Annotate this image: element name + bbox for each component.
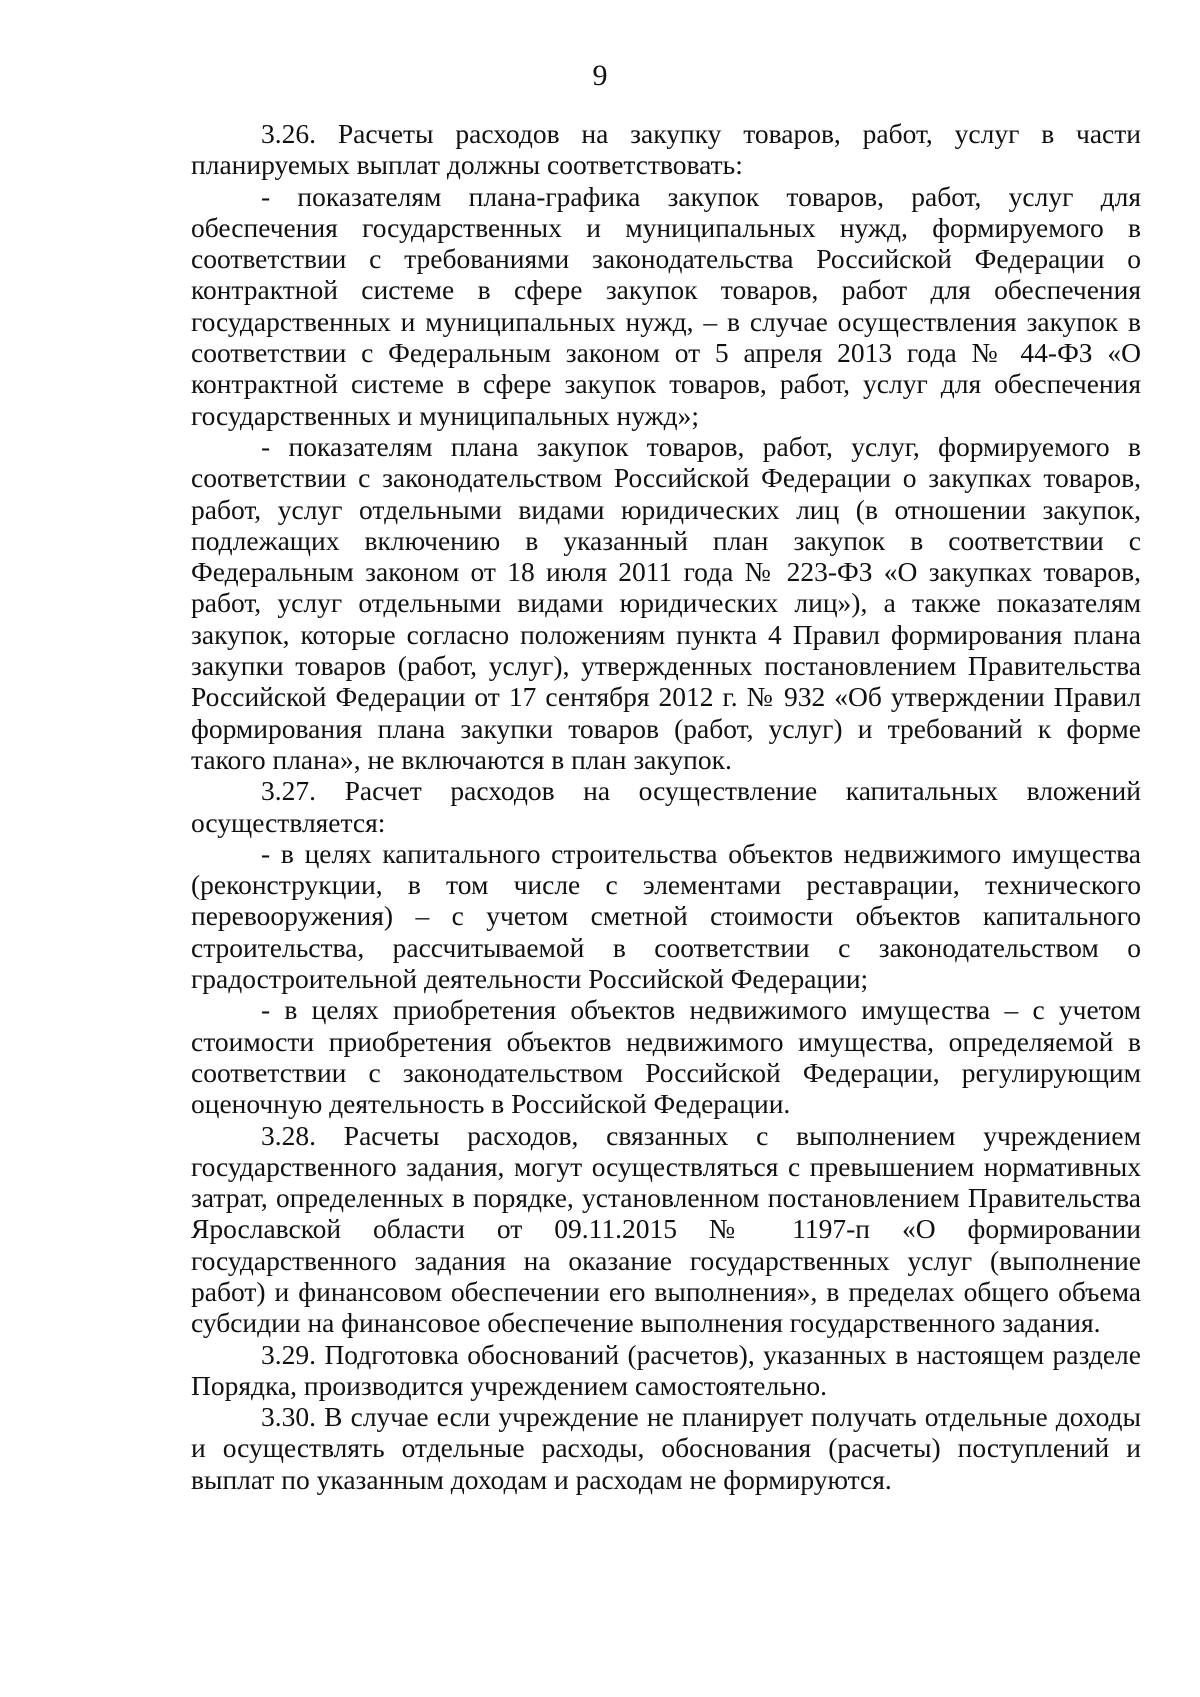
page-number: 9 [592,59,608,92]
paragraph-3-30: 3.30. В случае если учреждение не планирует получать отдельные доходы и осуществлять отдельные расходы, обоснования (расчеты) поступлений и выплат по указанным доходам и расходам не формируются. [191,1401,1141,1495]
paragraph-3-27-item-2: - в целях приобретения объектов недвижимого имущества – с учетом стоимости приобретения объектов недвижимого имущества, определяемой в соответствии с законодательством Российской Федерации, регулирующим оценочную деятельность в Российской Федерации. [191,994,1141,1120]
paragraph-3-27: 3.27. Расчет расходов на осуществление капитальных вложений осуществляется: [191,775,1141,838]
paragraph-3-27-item-1: - в целях капитального строительства объектов недвижимого имущества (реконструкции, в том числе с элементами реставрации, технического перевооружения) – с учетом сметной стоимости объектов капитального строительства, рассчитываемой в соответствии с законодательством о градостроительной деятельности Российской Федерации; [191,837,1141,995]
paragraph-3-29: 3.29. Подготовка обоснований (расчетов), указанных в настоящем разделе Порядка, производится учреждением самостоятельно. [191,1338,1141,1401]
paragraph-3-28: 3.28. Расчеты расходов, связанных с выполнением учреждением государственного задания, могут осуществляться с превышением нормативных затрат, определенных в порядке, установленном постановлением Правительства Ярославской области от 09.11.2015 № 1197-п «О формировании государственного задания на оказание государственных услуг (выполнение работ) и финансовом обеспечении его выполнения», в пределах общего объема субсидии на финансовое обеспечение выполнения государственного задания. [191,1119,1141,1339]
paragraph-3-26-item-2: - показателям плана закупок товаров, работ, услуг, формируемого в соответствии с законодательством Российской Федерации о закупках товаров, работ, услуг отдельными видами юридических лиц (в отношении закупок, подлежащих включению в указанный план закупок в соответствии с Федеральным законом от 18 июля 2011 года № 223-ФЗ «О закупках товаров, работ, услуг отдельными видами юридических лиц»), а также показателям закупок, которые согласно положениям пункта 4 Правил формирования плана закупки товаров (работ, услуг), утвержденных постановлением Правительства Российской Федерации от 17 сентября 2012 г. № 932 «Об утверждении Правил формирования плана закупки товаров (работ, услуг) и требований к форме такого плана», не включаются в план закупок. [191,430,1141,775]
paragraph-3-26-item-1: - показателям плана-графика закупок товаров, работ, услуг для обеспечения государственных и муниципальных нужд, формируемого в соответствии с требованиями законодательства Российской Федерации о контрактной системе в сфере закупок товаров, работ для обеспечения государственных и муниципальных нужд, – в случае осуществления закупок в соответствии с Федеральным законом от 5 апреля 2013 года № 44-ФЗ «О контрактной системе в сфере закупок товаров, работ, услуг для обеспечения государственных и муниципальных нужд»; [191,180,1141,431]
document-body [191,118,1141,1495]
paragraph-3-26: 3.26. Расчеты расходов на закупку товаров, работ, услуг в части планируемых выплат должны соответствовать: [191,118,1141,181]
